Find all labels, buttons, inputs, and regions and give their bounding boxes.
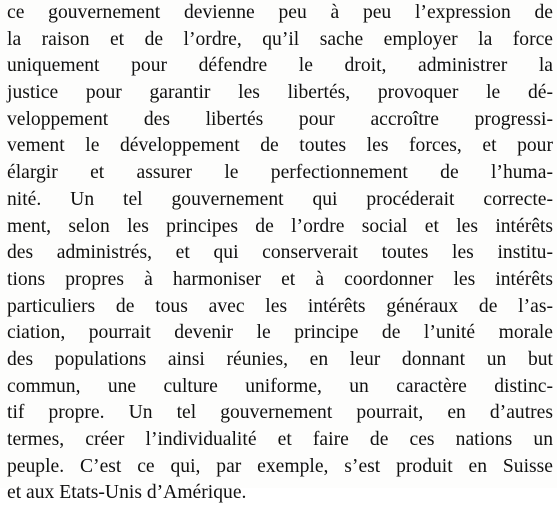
text-line: élargir et assurer le perfectionnement de l’huma- [7, 162, 553, 184]
text-line: tions propres à harmoniser et à coordonner les intérêts [7, 268, 553, 290]
text-line: termes, créer l’individualité et faire de ces nations un [7, 429, 553, 450]
text-line: la raison et de l’ordre, qu’il sache employer la force [7, 28, 553, 50]
text-line: ce gouvernement devienne peu à peu l’expression de [7, 2, 553, 23]
text-line: nité. Un tel gouvernement qui procéderait correcte- [7, 188, 553, 210]
text-line: commun, une culture uniforme, un caractère distinc- [7, 375, 553, 397]
text-line: peuple. C’est ce qui, par exemple, s’est produit en Suisse [7, 455, 553, 477]
text-line: particuliers de tous avec les intérêts généraux de l’as- [7, 295, 553, 317]
text-line: ment, selon les principes de l’ordre social et les intérêts [7, 215, 553, 237]
text-line: uniquement pour défendre le droit, administrer la [7, 55, 553, 77]
text-line: veloppement des libertés pour accroître progressi- [7, 108, 553, 130]
text-line: vement le développement de toutes les forces, et pour [7, 135, 553, 157]
text-line-last: et aux Etats-Unis d’Amérique. [7, 482, 247, 504]
text-line: ciation, pourrait devenir le principe de l’unité morale [7, 322, 553, 344]
text-line: des administrés, et qui conserverait toutes les institu- [7, 242, 553, 264]
text-line: tif propre. Un tel gouvernement pourrait, en d’autres [7, 402, 553, 424]
text-line: des populations ainsi réunies, en leur donnant un but [7, 348, 553, 370]
body-text [7, 0, 553, 507]
text-line: justice pour garantir les libertés, provoquer le dé- [7, 82, 553, 104]
